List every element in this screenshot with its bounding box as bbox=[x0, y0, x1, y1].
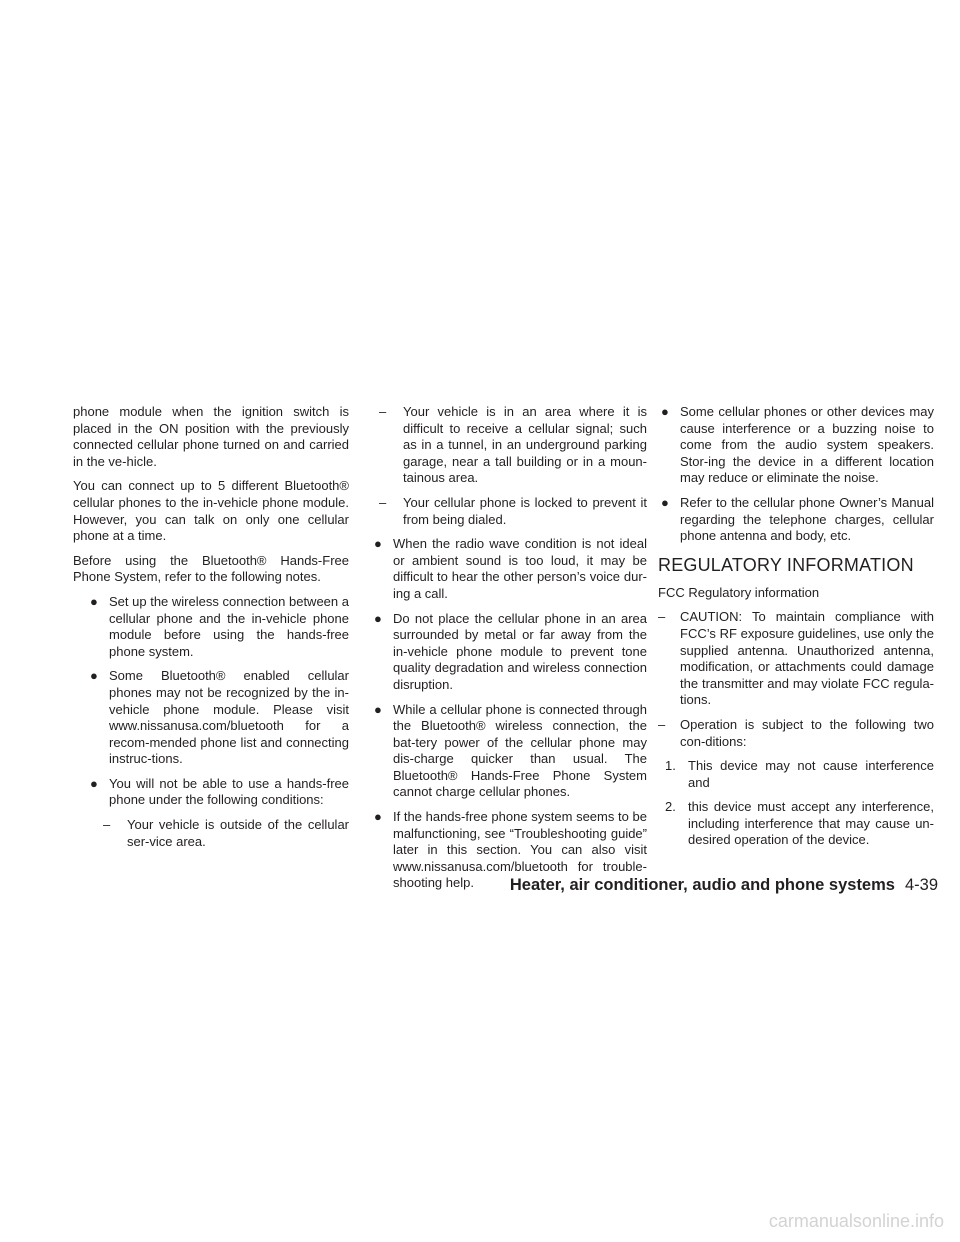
numbered-text: This device may not cause interference and bbox=[688, 758, 934, 790]
bullet-icon: ● bbox=[374, 610, 382, 626]
number-marker: 1. bbox=[665, 758, 676, 774]
bullet-item bbox=[87, 594, 349, 660]
bullet-item bbox=[658, 404, 934, 487]
dash-item bbox=[371, 404, 647, 487]
bullet-text: Refer to the cellular phone Owner’s Manual regarding the telephone charges, cellular phone antenna and body, etc. bbox=[680, 494, 934, 544]
bullet-text: You will not be able to use a hands-free phone under the following conditions: bbox=[109, 775, 349, 808]
bullet-icon: ● bbox=[374, 809, 382, 825]
bullet-icon: ● bbox=[374, 701, 382, 717]
number-marker: 2. bbox=[665, 799, 676, 815]
numbered-item bbox=[658, 758, 934, 791]
bullet-item bbox=[371, 611, 647, 694]
bullet-text: Do not place the cellular phone in an area surrounded by metal or far away from the in-vehicle phone module to prevent tone quality degradation and wireless connection disruption. bbox=[393, 610, 647, 692]
watermark: carmanualsonline.info bbox=[768, 1211, 944, 1231]
bullet-icon: ● bbox=[661, 404, 669, 419]
dash-marker: – bbox=[103, 817, 111, 833]
dash-marker: – bbox=[379, 494, 387, 510]
bullet-text: While a cellular phone is connected through the Bluetooth® wireless connection, the bat-tery power of the cellular phone may dis-charge quicker than usual. The Bluetooth® Hands-Free Phone System cannot charge cellular phones. bbox=[393, 701, 647, 800]
bullet-item bbox=[87, 776, 349, 809]
footer-section-title: Heater, air conditioner, audio and phone systems bbox=[509, 876, 895, 894]
paragraph: phone module when the ignition switch is placed in the ON position with the previously connected cellular phone turned on and carried in the ve-hicle. bbox=[73, 404, 349, 469]
numbered-item bbox=[658, 799, 934, 849]
page-number: 4-39 bbox=[904, 876, 938, 894]
dash-text: Operation is subject to the following two con-ditions: bbox=[680, 716, 934, 749]
bullet-icon: ● bbox=[90, 775, 98, 791]
bullet-item bbox=[371, 536, 647, 602]
bullet-text: If the hands-free phone system seems to be malfunctioning, see “Troubleshooting guide” later in this section. You can also visit www.nissanusa.com/bluetooth for trouble-shooting help. bbox=[393, 809, 647, 891]
bullet-item bbox=[87, 668, 349, 768]
dash-marker: – bbox=[658, 609, 666, 625]
dash-marker: – bbox=[658, 716, 666, 732]
dash-item bbox=[371, 495, 647, 528]
bullet-icon: ● bbox=[90, 668, 98, 684]
dash-marker: – bbox=[379, 404, 387, 419]
bullet-text: When the radio wave condition is not ideal or ambient sound is too loud, it may be difficult to hear the other person’s voice dur-ing a call. bbox=[393, 536, 647, 601]
column-3 bbox=[658, 404, 934, 857]
bullet-text: Set up the wireless connection between a cellular phone and the in-vehicle phone module before using the hands-free phone system. bbox=[109, 593, 349, 659]
page-footer bbox=[510, 876, 938, 895]
bullet-text: Some cellular phones or other devices may cause interference or a buzzing noise to come from the audio system speakers. Stor-ing the device in a different location may reduce or eliminate the noise. bbox=[680, 404, 934, 486]
paragraph: Before using the Bluetooth® Hands-Free Phone System, refer to the following notes. bbox=[73, 552, 349, 585]
dash-text: Your vehicle is in an area where it is difficult to receive a cellular signal; such as in a tunnel, in an underground parking garage, near a tall building or in a moun-tainous area. bbox=[403, 404, 647, 486]
bullet-item bbox=[371, 702, 647, 802]
dash-item bbox=[658, 717, 934, 750]
dash-item bbox=[95, 817, 349, 850]
column-1 bbox=[73, 404, 349, 858]
column-2 bbox=[371, 404, 647, 900]
dash-text: Your cellular phone is locked to prevent it from being dialed. bbox=[403, 494, 647, 527]
numbered-text: this device must accept any interference, including interference that may cause un-desired operation of the device. bbox=[688, 799, 934, 848]
section-heading: REGULATORY INFORMATION bbox=[658, 554, 914, 575]
dash-item bbox=[658, 609, 934, 709]
bullet-icon: ● bbox=[661, 494, 669, 510]
subheading: FCC Regulatory information bbox=[658, 584, 820, 600]
bullet-icon: ● bbox=[90, 593, 98, 609]
dash-text: CAUTION: To maintain compliance with FCC’s RF exposure guidelines, use only the supplied antenna. Unauthorized antenna, modification, or attachments could damage the transmitter and may violate FCC regula-tions. bbox=[680, 609, 934, 708]
bullet-icon: ● bbox=[374, 536, 382, 552]
bullet-item bbox=[658, 495, 934, 545]
paragraph: You can connect up to 5 different Bluetooth® cellular phones to the in-vehicle phone module. However, you can talk on only one cellular phone at a time. bbox=[73, 478, 349, 544]
dash-text: Your vehicle is outside of the cellular ser-vice area. bbox=[127, 817, 349, 849]
bullet-text: Some Bluetooth® enabled cellular phones may not be recognized by the in-vehicle phone module. Please visit www.nissanusa.com/bluetooth for a recom-mended phone list and connecting instruc-tions. bbox=[109, 668, 349, 767]
